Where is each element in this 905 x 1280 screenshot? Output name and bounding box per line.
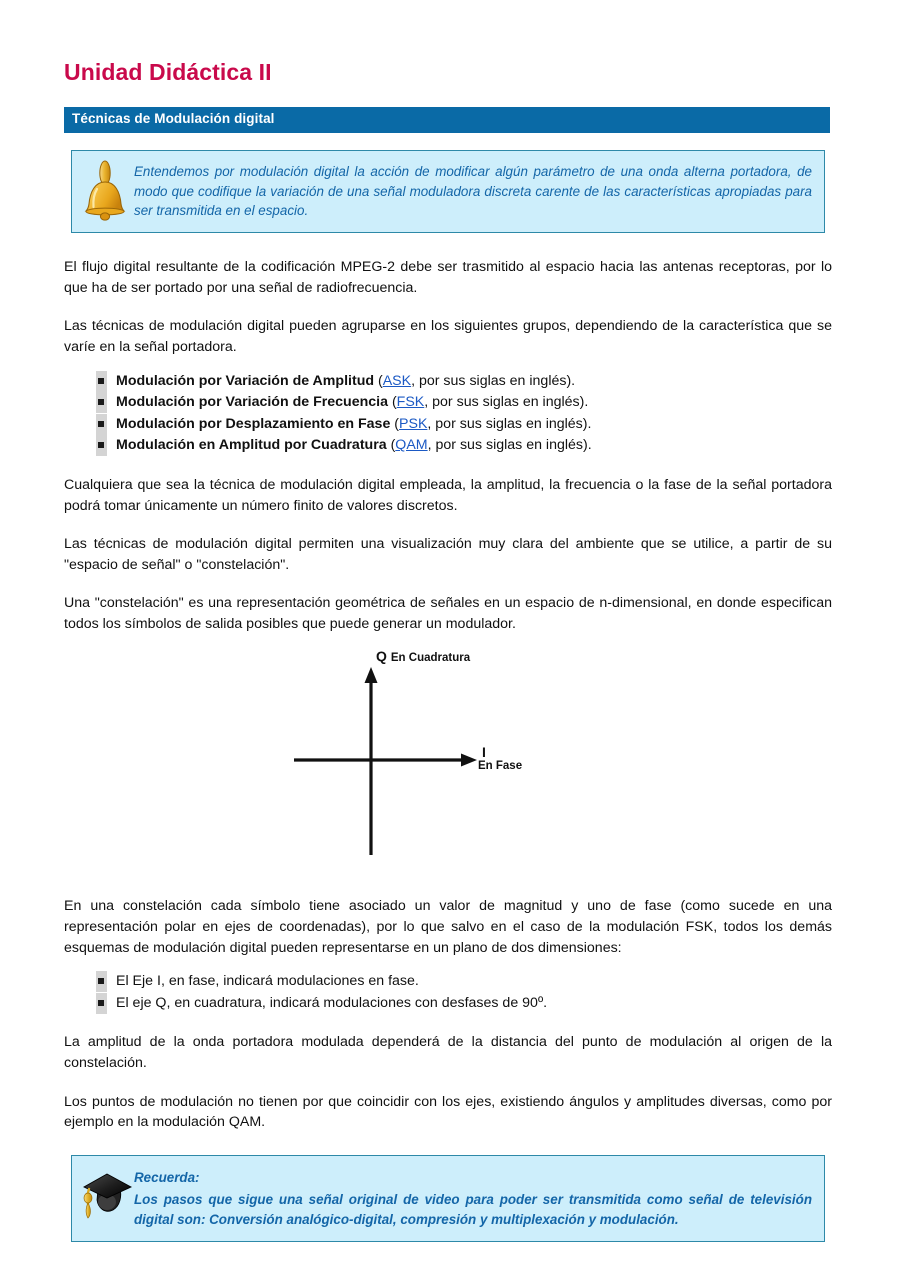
bullet-square-icon [96, 435, 107, 456]
paragraph-7: La amplitud de la onda portadora modulada dependerá de la distancia del punto de modulación al origen de la constelación. [64, 1034, 832, 1072]
acronym-link-fsk[interactable]: FSK [396, 394, 425, 411]
i-axis-label [478, 745, 522, 775]
acronym-link-psk[interactable]: PSK [399, 415, 428, 432]
remember-callout-text [134, 1166, 812, 1229]
bullet-square-icon [96, 371, 107, 392]
remember-callout [71, 1155, 825, 1242]
list-item [96, 435, 832, 457]
q-axis-label [376, 648, 470, 666]
paren-open: ( [386, 437, 396, 454]
constellation-diagram [64, 650, 832, 878]
graduation-cap-icon [82, 1166, 128, 1228]
acronym-link-ask[interactable]: ASK [382, 372, 412, 389]
list-item [96, 971, 832, 993]
remember-body: Los pasos que sigue una señal original de video para poder ser transmitida como señal de televisión digital son: Conversión analógico-digital, compresión y multiplexación y modulación. [134, 1192, 812, 1227]
diagram-axes [286, 650, 536, 870]
list-item-label: El eje Q, en cuadratura, indicará modulaciones con desfases de 90º. [116, 994, 548, 1011]
remember-lead: Recuerda: [134, 1169, 200, 1185]
list-item [96, 414, 832, 436]
list-item-tail: , por sus siglas en inglés). [411, 372, 576, 389]
paragraph-6: En una constelación cada símbolo tiene asociado un valor de magnitud y uno de fase (como sucede en una representación polar en ejes de coordenadas), por lo que salvo en el caso de la modulación FSK, todos los demás esquemas de modulación digital pueden representarse en un plano de dos dimensiones: [64, 898, 832, 956]
definition-callout-text: Entendemos por modulación digital la acción de modificar algún parámetro de una onda alterna portadora, de modo que codifique la variación de una señal moduladora discreta carente de las características apropiadas para ser transmitida en el espacio. [134, 164, 812, 219]
list-item-label: El Eje I, en fase, indicará modulaciones en fase. [116, 973, 419, 990]
list-item [96, 993, 832, 1015]
paren-open: ( [388, 394, 397, 411]
q-axis-caption: En Cuadratura [390, 652, 471, 665]
list-item-label: Modulación en Amplitud por Cuadratura [116, 437, 387, 454]
page-title: Unidad Didáctica II [64, 59, 272, 85]
bell-icon [82, 160, 128, 222]
bullet-square-icon [96, 414, 107, 435]
bullet-square-icon [96, 392, 107, 413]
paren-open: ( [390, 415, 400, 432]
paren-open: ( [374, 372, 383, 389]
i-axis-symbol: I [482, 744, 486, 761]
list-item-tail: , por sus siglas en inglés). [427, 437, 592, 454]
list-item [96, 392, 832, 414]
paragraph-8: Los puntos de modulación no tienen por que coincidir con los ejes, existiendo ángulos y amplitudes diversas, como por ejemplo en la modulación QAM. [64, 1093, 832, 1131]
axes-description-list [64, 971, 832, 1014]
paragraph-5: Una "constelación" es una representación geométrica de señales en un espacio de n-dimensional, en donde especifican todos los símbolos de salida posibles que puede generar un modulador. [64, 595, 832, 632]
i-axis-caption: En Fase [478, 760, 523, 773]
modulation-types-list [64, 371, 832, 457]
bullet-square-icon [96, 993, 107, 1014]
acronym-link-qam[interactable]: QAM [395, 437, 428, 454]
list-item-tail: , por sus siglas en inglés). [427, 415, 592, 432]
list-item-tail: , por sus siglas en inglés). [424, 394, 589, 411]
paragraph-3: Cualquiera que sea la técnica de modulación digital empleada, la amplitud, la frecuencia o la fase de la señal portadora podrá tomar únicamente un número finito de valores discretos. [64, 476, 832, 514]
list-item [96, 371, 832, 393]
paragraph-1: El flujo digital resultante de la codificación MPEG-2 debe ser trasmitido al espacio hacia las antenas receptoras, por lo que ha de ser portado por una señal de radiofrecuencia. [64, 259, 832, 296]
list-item-label: Modulación por Variación de Frecuencia [116, 394, 388, 411]
bullet-square-icon [96, 971, 107, 992]
paragraph-4: Las técnicas de modulación digital permiten una visualización muy clara del ambiente que se utilice, a partir de su "espacio de señal" o "constelación". [64, 536, 832, 573]
list-item-label: Modulación por Desplazamiento en Fase [116, 415, 391, 432]
definition-callout [71, 150, 825, 233]
list-item-label: Modulación por Variación de Amplitud [116, 372, 375, 389]
section-heading-bar: Técnicas de Modulación digital [64, 107, 830, 133]
document-content [64, 60, 832, 1242]
paragraph-2: Las técnicas de modulación digital pueden agruparse en los siguientes grupos, dependiendo de la característica que se varíe en la señal portadora. [64, 318, 832, 355]
q-axis-symbol: Q [376, 648, 387, 665]
